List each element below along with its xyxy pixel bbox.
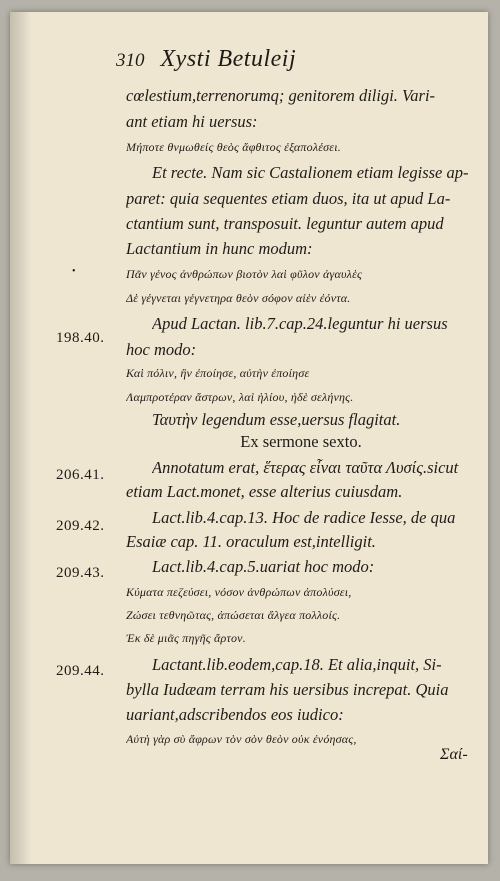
section-heading: Ex sermone sexto. xyxy=(240,432,362,451)
text-line: etiam Lact.monet, esse alterius cuiusdam. xyxy=(126,482,403,501)
greek-verse-line: Μήποτε θνμωθείς θεὸς ἄφθιτος ἐξαπολέσει. xyxy=(126,140,341,154)
text-line: Annotatum erat, ἕτερας εἶναι ταῦτα Λυσίς.sicut xyxy=(152,458,459,477)
text-line: cœlestium,terrenorumq; genitorem diligi. Vari- xyxy=(126,86,436,105)
greek-verse-line: Δὲ γέγνεται γέγνετηρα θεὸν σόφον αἰὲν ἐόντα. xyxy=(126,291,351,305)
text-line: paret: quia sequentes etiam duos, ita ut apud La- xyxy=(126,189,451,208)
margin-note: 198.40. xyxy=(56,330,105,346)
greek-verse-line: Αὐτὴ γὰρ σὺ ἄφρων τὸν σὸν θεὸν οὐκ ἐνόησας, xyxy=(126,732,357,746)
greek-verse-line: Πᾶν γένος ἀνθρώπων βιοτὸν λαὶ φῦλον ἀγαυλὲς xyxy=(126,267,363,281)
margin-note: 206.41. xyxy=(56,467,105,483)
text-line: ant etiam hi uersus: xyxy=(126,112,258,131)
page-number: 310 xyxy=(116,50,145,71)
page-header xyxy=(116,46,476,76)
text-line: ctantium sunt, transposuit. leguntur autem apud xyxy=(126,214,444,233)
margin-note: 209.44. xyxy=(56,663,105,679)
margin-note: 209.43. xyxy=(56,565,105,581)
page-gutter-shadow xyxy=(10,12,32,864)
text-line: Esaiæ cap. 11. oraculum est,intelligit. xyxy=(126,532,376,551)
greek-verse-line: Κύματα πεζεύσει, νόσον ἀνθρώπων ἀπολύσει, xyxy=(126,585,352,599)
text-line: Apud Lactan. lib.7.cap.24.leguntur hi uersus xyxy=(152,314,448,333)
book-page xyxy=(10,12,488,864)
greek-verse-line: Ἐκ δὲ μιᾶς πηγῆς ἄρτον. xyxy=(126,631,246,645)
margin-note: 209.42. xyxy=(56,518,105,534)
greek-verse-line: Καὶ πόλιν, ἣν ἐποίησε, αὐτὴν ἐποίησε xyxy=(126,366,310,380)
catchword: Σαί- xyxy=(440,746,468,763)
greek-verse-line: Ζώσει τεθνηῶτας, ἀπώσεται ἄλγεα πολλοίς. xyxy=(126,608,341,622)
text-line: hoc modo: xyxy=(126,340,197,359)
text-line: Lactantium in hunc modum: xyxy=(126,239,313,258)
text-line: bylla Iudæam terram his uersibus increpat. Quia xyxy=(126,680,449,699)
text-line: Lact.lib.4.cap.5.uariat hoc modo: xyxy=(152,557,375,576)
text-line: uariant,adscribendos eos iudico: xyxy=(126,705,344,724)
margin-mark: • xyxy=(72,266,76,277)
running-title: Xysti Betuleij xyxy=(160,46,297,72)
text-line: Lactant.lib.eodem,cap.18. Et alia,inquit, Si- xyxy=(152,655,442,674)
text-line: Lact.lib.4.cap.13. Hoc de radice Iesse, de qua xyxy=(152,508,456,527)
text-line: Et recte. Nam sic Castalionem etiam legisse ap- xyxy=(152,163,469,182)
text-line: Ταυτὴν legendum esse,uersus flagitat. xyxy=(152,410,401,429)
greek-verse-line: Λαμπροτέραν ἄστρων, λαὶ ἡλίου, ἠδὲ σελήνης. xyxy=(126,390,354,404)
